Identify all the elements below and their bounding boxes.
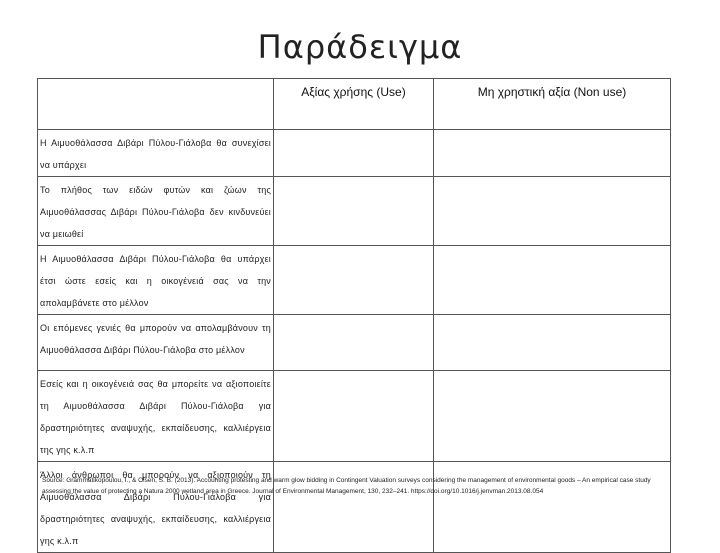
row-label: Οι επόμενες γενιές θα μπορούν να απολαμβάνουν τη Αιμυοθάλασσα Διβάρι Πύλου-Γιάλοβα στο μέλλον	[38, 315, 274, 371]
table-header-row	[38, 79, 671, 130]
slide-title: Παράδειγμα	[257, 28, 463, 66]
use-cell	[274, 177, 434, 246]
header-use-value: Αξίας χρήσης (Use)	[274, 79, 434, 130]
table-row	[38, 371, 671, 462]
table-row	[38, 246, 671, 315]
non-use-cell	[434, 246, 671, 315]
row-label: Εσείς και η οικογένειά σας θα μπορείτε να αξιοποιείτε τη Αιμυοθάλασσα Διβάρι Πύλου-Γιάλοβα για δραστηριότητες αναψυχής, εκπαίδευσης, καλλιέργεια της γης κ.λ.π	[38, 371, 274, 462]
table-row	[38, 315, 671, 371]
source-citation: Source: Grammatikopoulou, I., & Olsen, S. B. (2013). Accounting protesting and warm glow bidding in Contingent Valuation surveys considering the management of environmental goods – An empirical case study assessing the value of protecting a Natura 2000 wetland area in Greece. Journal of Environmental Management, 130, 232–241. https://doi.org/10.1016/j.jenvman.2013.08.054	[42, 477, 651, 495]
header-non-use-value: Μη χρηστική αξία (Non use)	[434, 79, 671, 130]
header-empty	[38, 79, 274, 130]
use-cell	[274, 371, 434, 462]
row-label: Το πλήθος των ειδών φυτών και ζώων της Αιμυοθάλασσας Διβάρι Πύλου-Γιάλοβα δεν κινδυνεύει να μειωθεί	[38, 177, 274, 246]
row-label: Άλλοι άνθρωποι θα μπορούν να αξιοποιούν τη Αιμυοθάλασσα Διβάρι Πύλου-Γιάλοβα για δραστηριότητες αναψυχής, εκπαίδευσης, καλλιέργεια γης κ.λ.π	[38, 462, 274, 553]
row-label: Η Αιμυοθάλασσα Διβάρι Πύλου-Γιάλοβα θα συνεχίσει να υπάρχει	[38, 130, 274, 177]
non-use-cell	[434, 177, 671, 246]
non-use-cell	[434, 371, 671, 462]
row-label: Η Αιμυοθάλασσα Διβάρι Πύλου-Γιάλοβα θα υπάρχει έτσι ώστε εσείς και η οικογένειά σας να την απολαμβάνετε στο μέλλον	[38, 246, 274, 315]
use-cell	[274, 315, 434, 371]
use-cell	[274, 246, 434, 315]
use-cell	[274, 130, 434, 177]
table-row	[38, 177, 671, 246]
non-use-cell	[434, 315, 671, 371]
non-use-cell	[434, 130, 671, 177]
table-row	[38, 130, 671, 177]
